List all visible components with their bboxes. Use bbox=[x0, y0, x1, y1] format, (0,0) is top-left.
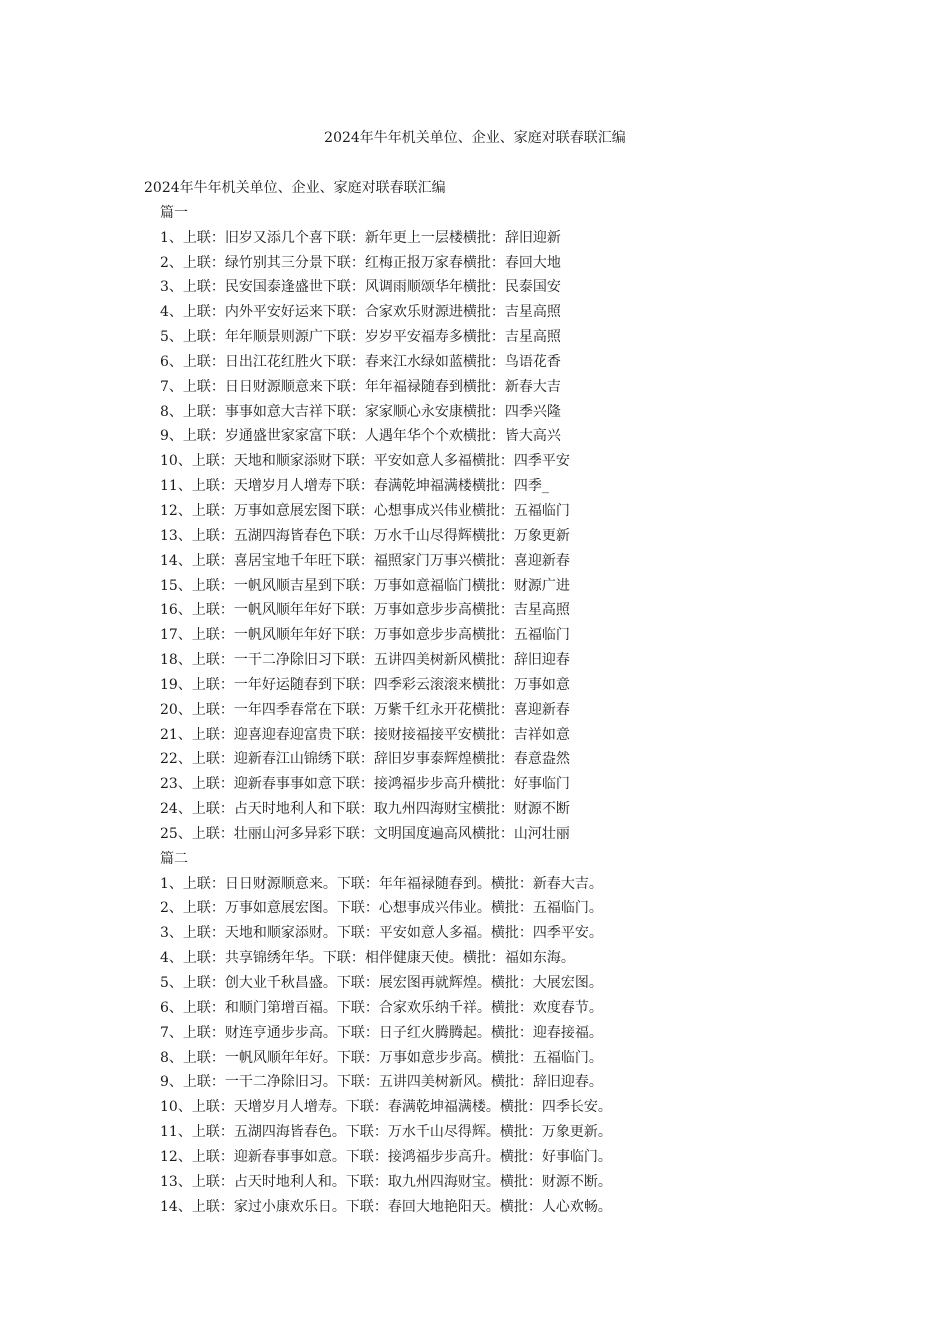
couplet-item: 7、上联：财连亨通步步高。下联：日子红火腾腾起。横批：迎春接福。 bbox=[160, 1024, 603, 1041]
couplet-item: 9、上联：一干二净除旧习。下联：五讲四美树新风。横批：辞旧迎春。 bbox=[160, 1074, 603, 1091]
couplet-item: 5、上联：创大业千秋昌盛。下联：展宏图再就辉煌。横批：大展宏图。 bbox=[160, 975, 603, 991]
couplet-item: 14、上联：喜居宝地千年旺下联：福照家门万事兴横批：喜迎新春 bbox=[160, 552, 570, 569]
couplet-item: 15、上联：一帆风顺吉星到下联：万事如意福临门横批：财源广进 bbox=[160, 577, 570, 594]
couplet-item: 11、上联：天增岁月人增寿下联：春满乾坤福满楼横批：四季_ bbox=[160, 478, 549, 495]
couplet-item: 20、上联：一年四季春常在下联：万紫千红永开花横批：喜迎新春 bbox=[160, 701, 570, 718]
couplet-item: 4、上联：内外平安好运来下联：合家欢乐财源进横批：吉星高照 bbox=[160, 304, 561, 321]
couplet-item: 13、上联：五湖四海皆春色下联：万水千山尽得辉横批：万象更新 bbox=[160, 527, 570, 544]
section-label: 篇一 bbox=[160, 204, 188, 221]
couplet-item: 9、上联：岁通盛世家家富下联：人遇年华个个欢横批：皆大高兴 bbox=[160, 428, 561, 445]
couplet-item: 13、上联：占天时地利人和。下联：取九州四海财宝。横批：财源不断。 bbox=[160, 1173, 612, 1190]
couplet-item: 2、上联：万事如意展宏图。下联：心想事成兴伟业。横批：五福临门。 bbox=[160, 900, 603, 917]
couplet-item: 18、上联：一干二净除旧习下联：五讲四美树新风横批：辞旧迎春 bbox=[160, 652, 570, 669]
body-heading: 2024年牛年机关单位、企业、家庭对联春联汇编 bbox=[144, 180, 446, 196]
couplet-item: 4、上联：共享锦绣年华。下联：相伴健康天使。横批：福如东海。 bbox=[160, 950, 575, 967]
couplet-item: 8、上联：事事如意大吉祥下联：家家顺心永安康横批：四季兴隆 bbox=[160, 403, 561, 420]
couplet-item: 3、上联：民安国泰逢盛世下联：风调雨顺颂华年横批：民泰国安 bbox=[160, 279, 561, 296]
couplet-item: 16、上联：一帆风顺年年好下联：万事如意步步高横批：吉星高照 bbox=[160, 602, 570, 619]
couplet-item: 11、上联：五湖四海皆春色。下联：万水千山尽得辉。横批：万象更新。 bbox=[160, 1124, 612, 1141]
sections-container bbox=[144, 201, 910, 1220]
section-label: 篇二 bbox=[160, 850, 188, 867]
couplet-item: 10、上联：天增岁月人增寿。下联：春满乾坤福满楼。横批：四季长安。 bbox=[160, 1099, 612, 1116]
couplet-item: 10、上联：天地和顺家添财下联：平安如意人多福横批：四季平安 bbox=[160, 453, 570, 470]
couplet-item: 12、上联：万事如意展宏图下联：心想事成兴伟业横批：五福临门 bbox=[160, 502, 570, 519]
couplet-item: 1、上联：日日财源顺意来。下联：年年福禄随春到。横批：新春大吉。 bbox=[160, 875, 603, 892]
couplet-item: 5、上联：年年顺景则源广下联：岁岁平安福寿多横批：吉星高照 bbox=[160, 329, 561, 346]
couplet-item: 17、上联：一帆风顺年年好下联：万事如意步步高横批：五福临门 bbox=[160, 627, 570, 644]
couplet-item: 19、上联：一年好运随春到下联：四季彩云滚滚来横批：万事如意 bbox=[160, 676, 570, 693]
couplet-item: 24、上联：占天时地利人和下联：取九州四海财宝横批：财源不断 bbox=[160, 801, 570, 818]
document-body bbox=[144, 176, 910, 1219]
couplet-item: 23、上联：迎新春事事如意下联：接鸿福步步高升横批：好事临门 bbox=[160, 776, 570, 793]
couplet-item: 25、上联：壮丽山河多异彩下联：文明国度遍高风横批：山河壮丽 bbox=[160, 825, 570, 842]
couplet-item: 6、上联：和顺门第增百福。下联：合家欢乐纳千祥。横批：欢度春节。 bbox=[160, 999, 603, 1016]
couplet-item: 21、上联：迎喜迎春迎富贵下联：接财接福接平安横批：吉祥如意 bbox=[160, 726, 570, 743]
couplet-item: 8、上联：一帆风顺年年好。下联：万事如意步步高。横批：五福临门。 bbox=[160, 1049, 603, 1066]
couplet-item: 14、上联：家过小康欢乐日。下联：春回大地艳阳天。横批：人心欢畅。 bbox=[160, 1198, 612, 1215]
document-title: 2024年牛年机关单位、企业、家庭对联春联汇编 bbox=[324, 130, 626, 146]
couplet-item: 2、上联：绿竹别其三分景下联：红梅正报万家春横批：春回大地 bbox=[160, 254, 561, 271]
couplet-item: 1、上联：旧岁又添几个喜下联：新年更上一层楼横批：辞旧迎新 bbox=[160, 229, 561, 246]
couplet-item: 7、上联：日日财源顺意来下联：年年福禄随春到横批：新春大吉 bbox=[160, 378, 561, 395]
couplet-item: 3、上联：天地和顺家添财。下联：平安如意人多福。横批：四季平安。 bbox=[160, 925, 603, 942]
couplet-item: 6、上联：日出江花红胜火下联：春来江水绿如蓝横批：鸟语花香 bbox=[160, 353, 561, 370]
couplet-item: 22、上联：迎新春江山锦绣下联：辞旧岁事泰辉煌横批：春意盎然 bbox=[160, 751, 570, 768]
couplet-item: 12、上联：迎新春事事如意。下联：接鸿福步步高升。横批：好事临门。 bbox=[160, 1148, 612, 1165]
